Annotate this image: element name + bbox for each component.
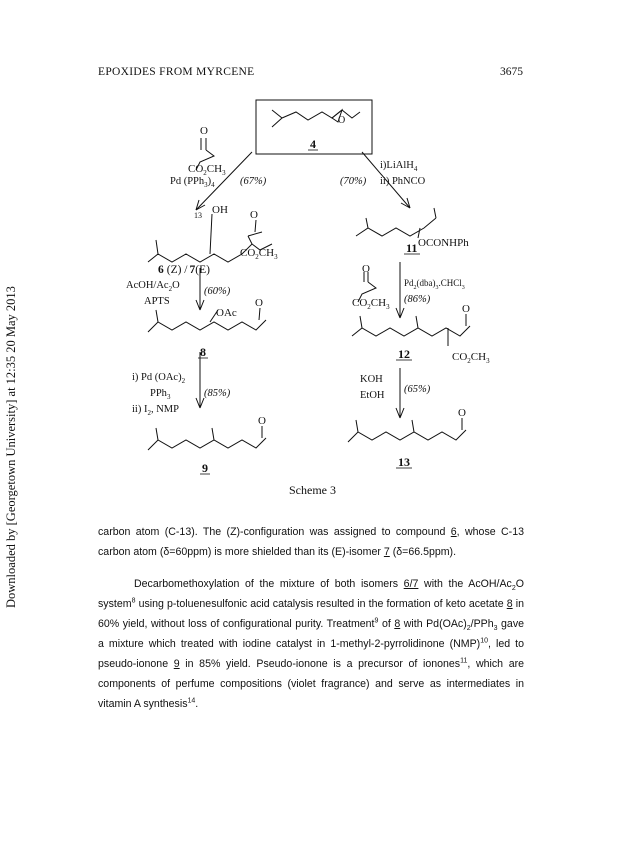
isomer-z-label: (Z) /: [166, 264, 188, 276]
ester-mid-right: $CO_2CH_3$: [352, 297, 390, 311]
reagent-labels: [126, 160, 465, 417]
hydroxyl-label: OH: [212, 204, 228, 216]
ketone-o-9: O: [258, 415, 266, 427]
ester-labels: [188, 163, 490, 365]
running-title: EPOXIDES FROM MYRCENE: [98, 66, 255, 78]
reagent-lialh4: i)LiAlH$_4$: [380, 160, 418, 173]
compound-8-structure: [148, 308, 266, 332]
compound-label-9: 9: [202, 461, 208, 475]
yield-67: (67%): [240, 176, 267, 187]
yield-65: (65%): [404, 384, 431, 395]
compound-11-structure: [356, 208, 436, 238]
compound-label-7: 7: [189, 264, 196, 276]
scheme-caption: Scheme 3: [289, 483, 336, 497]
compound-label-12: 12: [398, 347, 410, 361]
citation-8: 8: [131, 597, 136, 605]
paragraph-1: carbon atom (C-13). The (Z)-configuration was assigned to compound 6, whose C-13 carbon atom (δ=60ppm) is more shielded than its (E)-isomer 7 (δ=66.5ppm).: [98, 526, 524, 558]
compound-4-structure: [272, 110, 360, 127]
ref-compound-8: 8: [506, 598, 513, 610]
reagent-pd-pph3: Pd $(PPh_3)_4$: [170, 176, 215, 189]
citation-10: 10: [480, 637, 488, 645]
ester-compound-12: $CO_2CH_3$: [452, 351, 490, 365]
ref-compound-9: 9: [173, 658, 180, 670]
download-stamp-text: Downloaded by [Georgetown University] at 12:35 20 May 2013: [4, 286, 18, 608]
ketone-o-top-left: O: [200, 125, 208, 137]
compound-12-structure: [352, 314, 470, 346]
compound-6-7-label: [158, 264, 210, 276]
ketone-o-6: O: [250, 209, 258, 221]
compound-9-structure: [148, 426, 266, 450]
citation-9: 9: [374, 617, 379, 625]
carbamate-label: OCONHPh: [418, 237, 469, 249]
ketone-o-8: O: [255, 297, 263, 309]
ketone-o-12: O: [462, 303, 470, 315]
ref-compound-7: 7: [383, 546, 390, 558]
page-number: 3675: [500, 66, 523, 78]
reagent-koh: KOH: [360, 374, 383, 385]
reagent-pph3: PPh$_3$: [150, 388, 171, 401]
reagent-i2-nmp: ii) $I_2$, NMP: [132, 404, 179, 417]
yield-85: (85%): [204, 388, 231, 399]
atom-labels: [194, 115, 470, 427]
ketone-o-mid-right: O: [362, 263, 370, 275]
yield-86: (86%): [404, 294, 431, 305]
compound-label-4: 4: [310, 137, 316, 151]
reagent-apts: APTS: [144, 296, 170, 307]
compound-label-11: 11: [406, 241, 418, 255]
yield-70: (70%): [340, 176, 367, 187]
ref-compound-8-b: 8: [394, 618, 401, 630]
yield-60: (60%): [204, 286, 231, 297]
isomer-e-label: (E): [195, 264, 210, 276]
reagent-phnco: ii) PhNCO: [380, 176, 426, 187]
compound-label-8: 8: [200, 345, 206, 359]
body-text: [98, 522, 524, 714]
compound-label-13: 13: [398, 455, 410, 469]
paragraph-2: Decarbomethoxylation of the mixture of both isomers 6/7 with the AcOH/$Ac_2O$ system$^8$ using p-toluenesulfonic acid catalysis resulted in the formation of keto acetate 8 in 60% yield, without loss of configurational purity. Treatment$^9$ of 8 with $Pd(OAc)_2/PPh_3$ gave a mixture which treated with iodine catalyst in 1-methyl-2-pyrrolidinone (NMP)$^{10}$, led to pseudo-ionone 9 in 85% yield. Pseudo-ionone is a precursor of ionones$^{11}$, which are components of perfume compositions (violet fragrance) and serve as intermediates in vitamin A synthesis$^{14}$.: [98, 578, 525, 710]
ester-top-left: $CO_2CH_3$: [188, 163, 226, 177]
reagent-etoh: EtOH: [360, 390, 385, 401]
compound-label-6: 6: [158, 264, 164, 276]
reagent-pd-oac2: i) Pd $(OAc)_2$: [132, 372, 186, 385]
citation-11: 11: [460, 657, 468, 665]
ref-compound-6: 6: [450, 526, 457, 538]
ketone-o-13: O: [458, 407, 466, 419]
carbon-13-label: 13: [194, 211, 202, 220]
ester-compound-6: $CO_2CH_3$: [240, 247, 278, 261]
compound-13-structure: [348, 418, 466, 442]
ref-compound-6-7: 6/7: [403, 578, 419, 590]
epoxide-o: O: [338, 115, 346, 126]
reagent-pd2dba3: $Pd_2(dba)_3.CHCl_3$: [404, 278, 465, 291]
acetate-label: OAc: [216, 307, 237, 319]
svg-text:6(Z) /7(E): [158, 264, 210, 276]
citation-14: 14: [187, 697, 196, 705]
reagent-acoh-ac2o: AcOH/$Ac_2O$: [126, 280, 180, 293]
